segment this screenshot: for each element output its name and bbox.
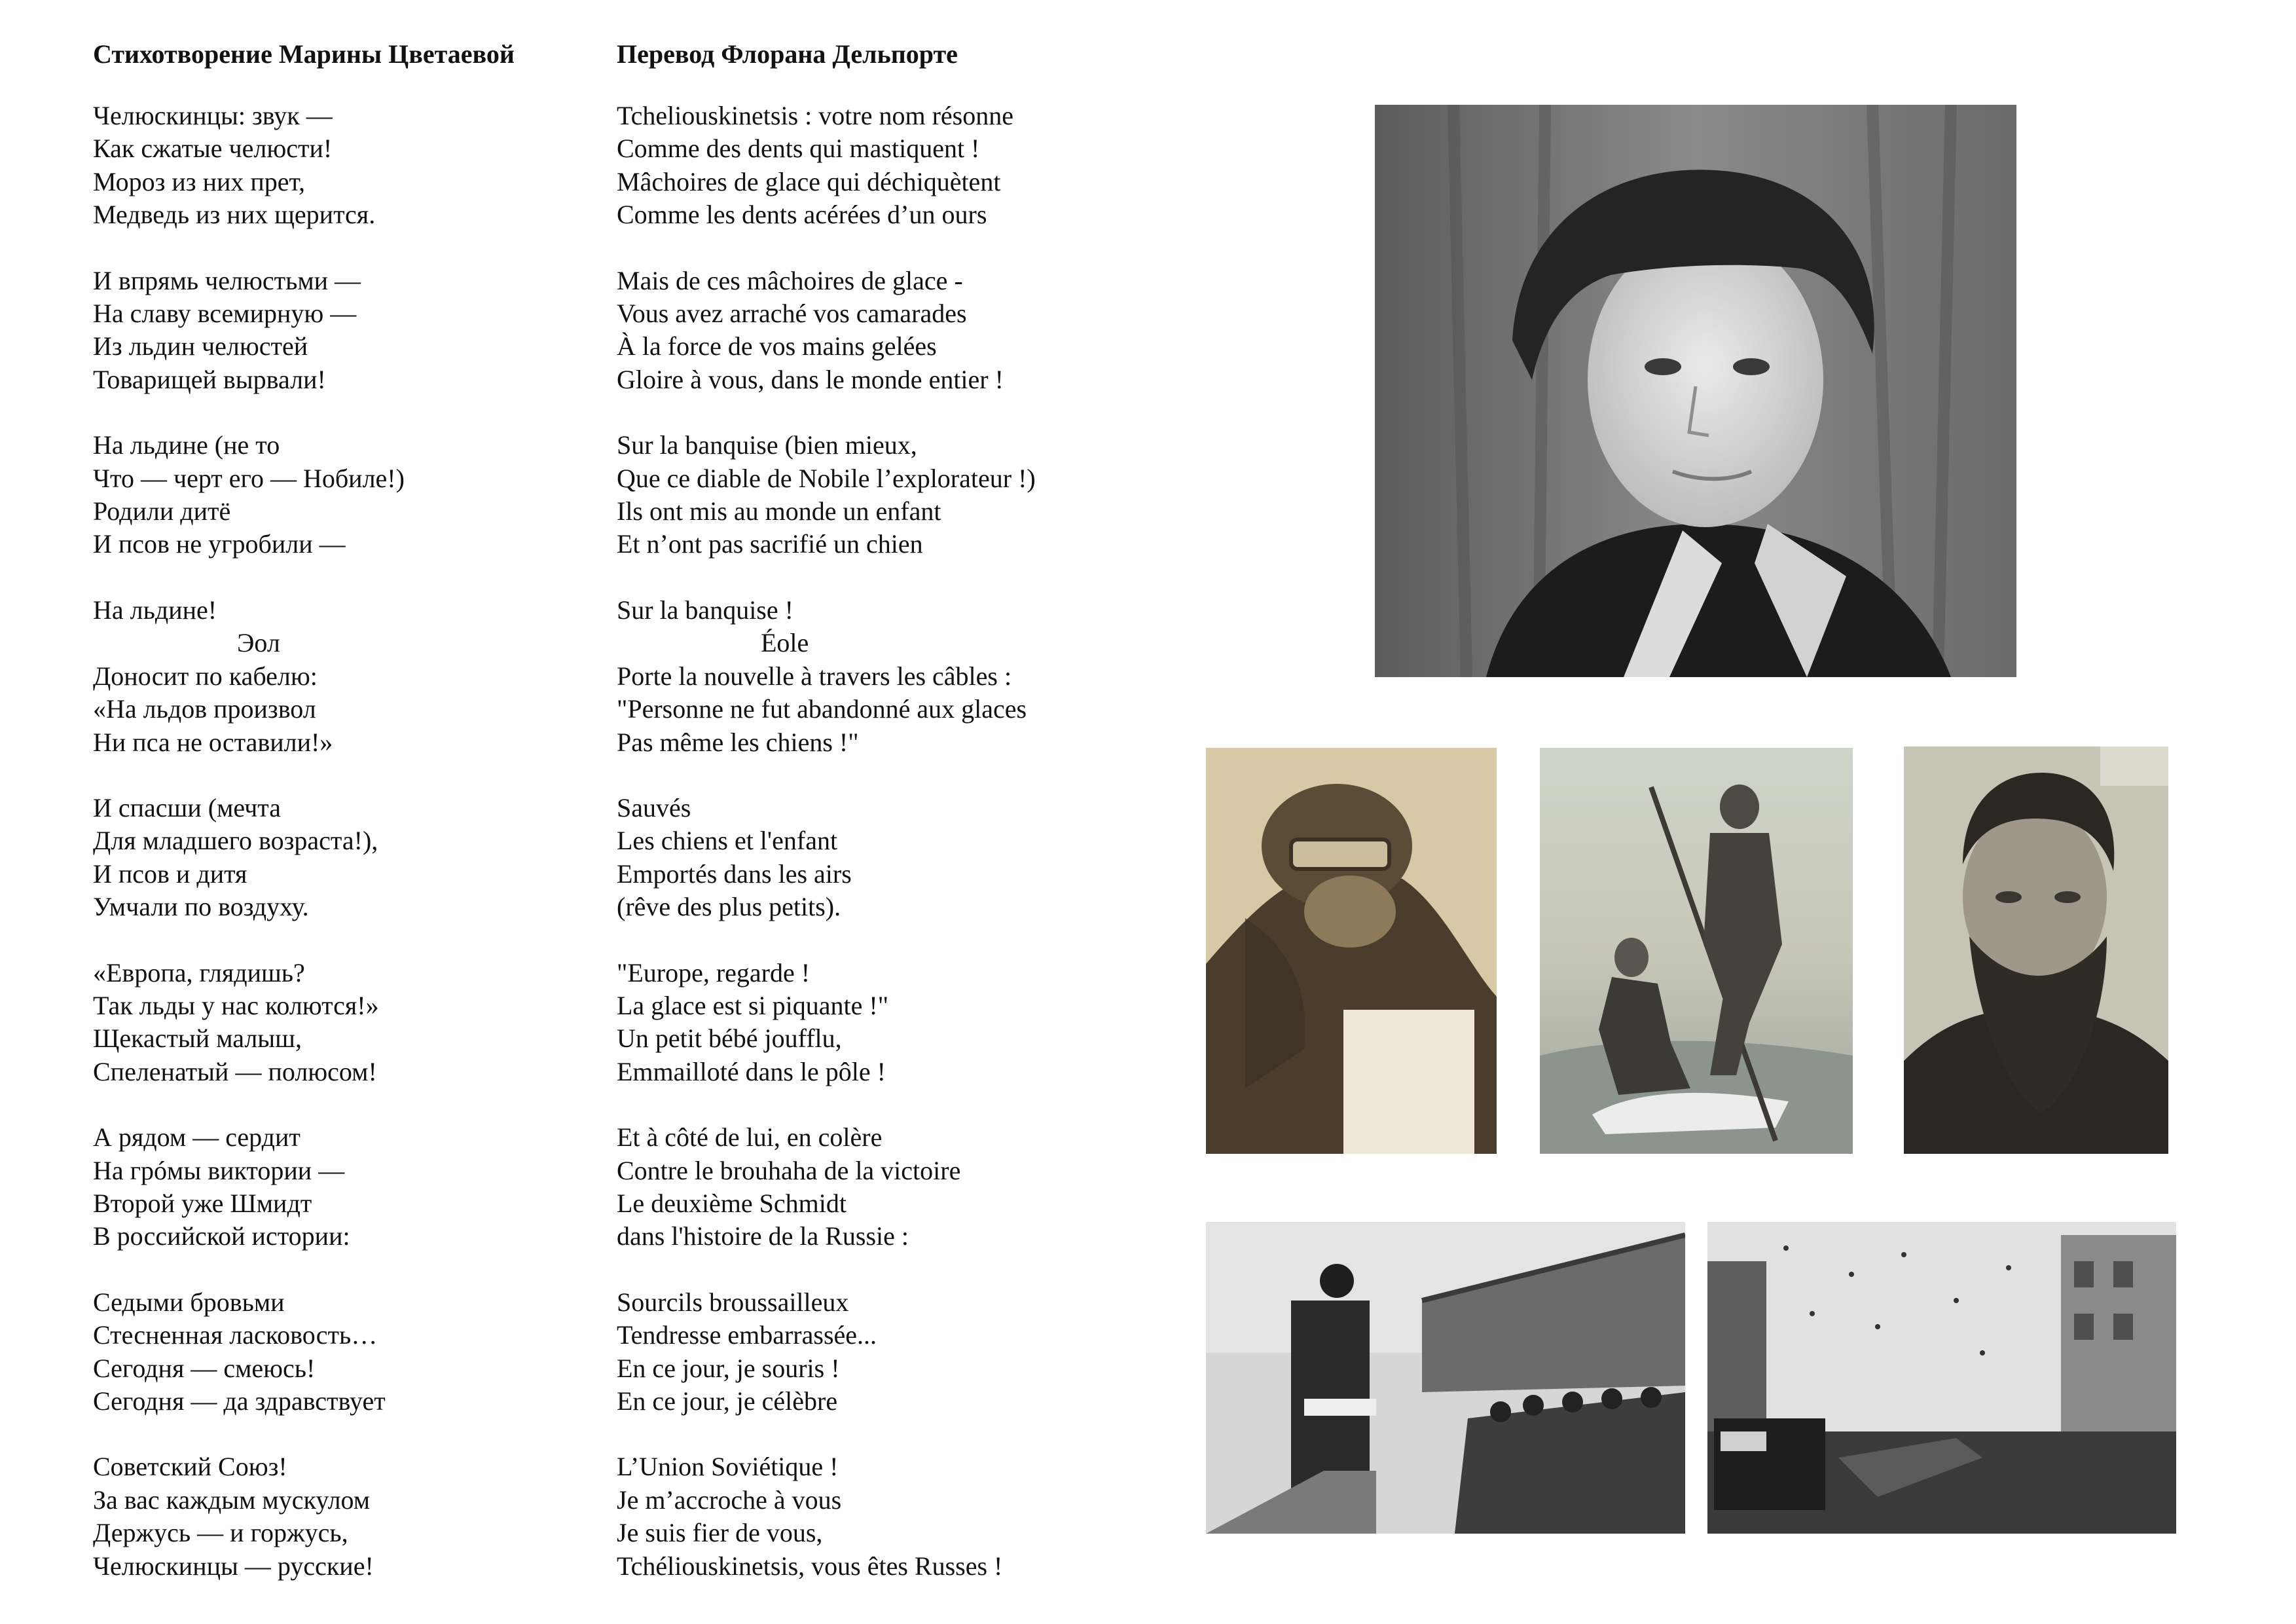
poem-line: В российской истории: xyxy=(93,1221,350,1251)
poem-line: И псов и дитя xyxy=(93,858,247,889)
poem-line: Спеленатый — полюсом! xyxy=(93,1056,377,1086)
poem-line: Товарищей вырвали! xyxy=(93,364,326,394)
poem-line: Челюскинцы — русские! xyxy=(93,1551,374,1581)
poem-line: Щекастый малыш, xyxy=(93,1024,302,1054)
poem-line: Tcheliouskinetsis : votre nom résonne xyxy=(617,101,1013,130)
poem-line: Челюскинцы: звук — xyxy=(93,101,333,130)
poem-line: La glace est si piquante !" xyxy=(617,990,889,1020)
street-parade-photo xyxy=(1707,1222,2176,1534)
poem-line: Tendresse embarrassée... xyxy=(617,1320,877,1350)
russian-stanza-3 xyxy=(93,429,591,561)
aviator-with-child-photo xyxy=(1206,748,1497,1154)
poem-line: И псов не угробили — xyxy=(93,529,346,559)
russian-heading: Стихотворение Марины Цветаевой xyxy=(93,39,515,69)
poem-line: dans l'histoire de la Russie : xyxy=(617,1221,909,1251)
poem-line: Мороз из них прет, xyxy=(93,166,306,196)
poem-line: На льдине (не то xyxy=(93,430,280,460)
poem-line: Vous avez arraché vos camarades xyxy=(617,299,967,329)
poem-line: Emportés dans les airs xyxy=(617,858,852,889)
poem-line: Сегодня — смеюсь! xyxy=(93,1353,316,1383)
poem-line: Le deuxième Schmidt xyxy=(617,1188,847,1218)
poem-line: En ce jour, je souris ! xyxy=(617,1353,840,1383)
french-stanza-2 xyxy=(617,265,1154,397)
french-stanza-8 xyxy=(617,1286,1154,1418)
french-stanza-3 xyxy=(617,429,1154,561)
russian-stanza-9 xyxy=(93,1450,591,1583)
french-heading: Перевод Флорана Дельпорте xyxy=(617,39,958,69)
russian-stanza-2 xyxy=(93,265,591,397)
poem-line: За вас каждым мускулом xyxy=(93,1485,371,1515)
french-stanza-9 xyxy=(617,1450,1154,1583)
poem-line: Ils ont mis au monde un enfant xyxy=(617,496,941,526)
poem-line: "Personne ne fut abandonné aux glaces xyxy=(617,694,1027,724)
poem-line: Стесненная ласковость… xyxy=(93,1320,378,1350)
poem-line: И впрямь челюстьми — xyxy=(93,265,361,295)
french-stanza-5 xyxy=(617,792,1154,924)
poem-line: Les chiens et l'enfant xyxy=(617,826,838,856)
poem-line: Contre le brouhaha de la victoire xyxy=(617,1155,961,1185)
poem-line: На льдине! xyxy=(93,595,217,625)
poem-line: Mâchoires de glace qui déchiquètent xyxy=(617,166,1001,196)
train-arrival-photo xyxy=(1206,1222,1685,1534)
poem-line: Tchéliouskinetsis, vous êtes Russes ! xyxy=(617,1551,1003,1581)
poem-line: На славу всемирную — xyxy=(93,299,357,329)
poem-line: Второй уже Шмидт xyxy=(93,1188,312,1218)
russian-stanza-7 xyxy=(93,1121,591,1253)
poem-line: Éole xyxy=(761,628,809,658)
russian-stanza-6 xyxy=(93,957,591,1089)
poem-line: Sauvés xyxy=(617,792,691,822)
bearded-man-portrait-photo xyxy=(1904,747,2168,1154)
poem-line: Je suis fier de vous, xyxy=(617,1518,823,1548)
russian-stanza-4 xyxy=(93,594,591,759)
poem-line: Sourcils broussailleux xyxy=(617,1287,849,1317)
ice-floe-rowing-photo xyxy=(1540,748,1853,1154)
french-stanza-4 xyxy=(617,594,1154,759)
poem-line: Ни пса не оставили!» xyxy=(93,727,333,757)
poem-line: Je m’accroche à vous xyxy=(617,1485,842,1515)
poem-line: Для младшего возраста!), xyxy=(93,826,378,856)
poem-line: «На льдов произвол xyxy=(93,694,316,724)
poem-line: Sur la banquise ! xyxy=(617,595,793,625)
french-translation-column xyxy=(617,38,1154,1615)
poem-line: Sur la banquise (bien mieux, xyxy=(617,430,917,460)
poem-line: (rêve des plus petits). xyxy=(617,892,841,922)
russian-stanza-5 xyxy=(93,792,591,924)
poem-line: À la force de vos mains gelées xyxy=(617,331,937,361)
poem-line: Медведь из них щерится. xyxy=(93,200,376,230)
poem-line: Седыми бровьми xyxy=(93,1287,285,1317)
poem-line: Эол xyxy=(237,628,280,658)
poem-line: Как сжатые челюсти! xyxy=(93,134,333,164)
poem-line: Из льдин челюстей xyxy=(93,331,308,361)
poem-line: Et à côté de lui, en colère xyxy=(617,1122,883,1153)
poem-line: Pas même les chiens !" xyxy=(617,727,859,757)
poem-line: Que ce diable de Nobile l’explorateur !) xyxy=(617,463,1036,493)
poem-line: Mais de ces mâchoires de glace - xyxy=(617,265,963,295)
poem-line: А рядом — сердит xyxy=(93,1122,301,1153)
poem-line: Сегодня — да здравствует xyxy=(93,1386,386,1416)
poem-line: Доносит по кабелю: xyxy=(93,661,318,691)
poem-line: Emmailloté dans le pôle ! xyxy=(617,1056,886,1086)
french-stanza-6 xyxy=(617,957,1154,1089)
poem-line: Советский Союз! xyxy=(93,1452,287,1482)
poem-line: Родили дитё xyxy=(93,496,231,526)
russian-poem-column xyxy=(93,38,591,1615)
poem-line: L’Union Soviétique ! xyxy=(617,1452,839,1482)
poem-line: En ce jour, je célèbre xyxy=(617,1386,838,1416)
poem-line: Держусь — и горжусь, xyxy=(93,1518,348,1548)
poem-line: "Europe, regarde ! xyxy=(617,957,811,987)
poem-line: Comme les dents acérées d’un ours xyxy=(617,200,987,230)
poem-line: Porte la nouvelle à travers les câbles : xyxy=(617,661,1012,691)
poem-line: Так льды у нас колются!» xyxy=(93,990,379,1020)
portrait-photo xyxy=(1375,105,2016,677)
poem-line: Что — черт его — Нобиле!) xyxy=(93,463,405,493)
poem-line: Un petit bébé joufflu, xyxy=(617,1024,842,1054)
poem-line: Gloire à vous, dans le monde entier ! xyxy=(617,364,1004,394)
poem-line: И спасши (мечта xyxy=(93,792,281,822)
french-stanza-1 xyxy=(617,100,1154,232)
poem-line: «Европа, глядишь? xyxy=(93,957,305,987)
poem-line: На грóмы виктории — xyxy=(93,1155,345,1185)
poem-line: Умчали по воздуху. xyxy=(93,892,309,922)
poem-line: Comme des dents qui mastiquent ! xyxy=(617,134,980,164)
poem-line: Et n’ont pas sacrifié un chien xyxy=(617,529,923,559)
russian-stanza-1 xyxy=(93,100,591,232)
french-stanza-7 xyxy=(617,1121,1154,1253)
russian-stanza-8 xyxy=(93,1286,591,1418)
